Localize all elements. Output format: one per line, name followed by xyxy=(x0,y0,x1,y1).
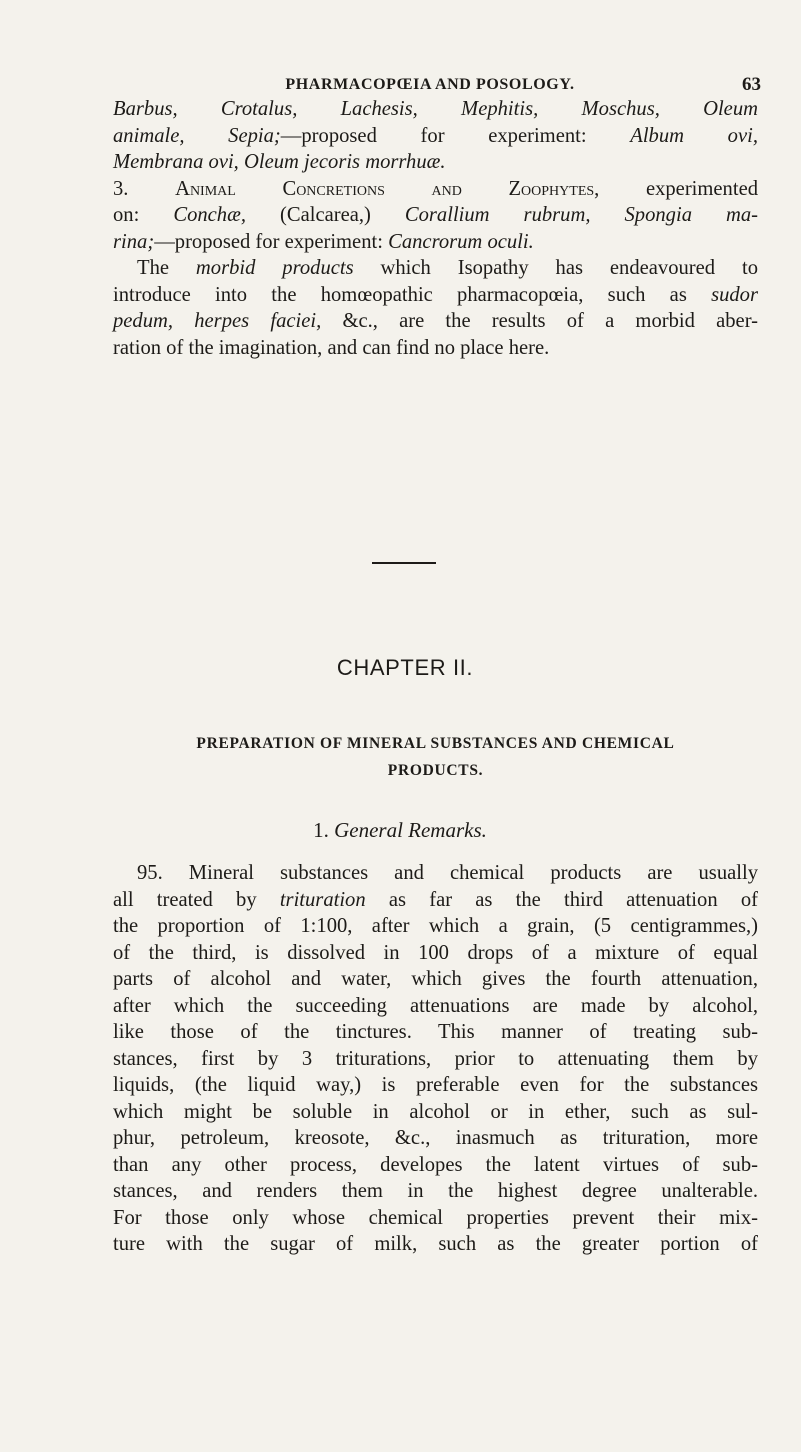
text-run: trituration xyxy=(279,888,366,911)
text-line xyxy=(113,1099,758,1126)
text-line xyxy=(113,1205,758,1232)
text-line xyxy=(113,1072,758,1099)
chapter-subtitle xyxy=(113,730,758,784)
text-run: ture with the sugar of milk, such as the greater portion of xyxy=(113,1233,758,1255)
text-run: Conchæ, xyxy=(173,204,246,226)
text-run: Membrana ovi, Oleum jecoris morrhuæ. xyxy=(113,151,446,173)
text-line xyxy=(113,940,758,967)
text-line xyxy=(113,123,758,150)
text-run: 95. Mineral substances and chemical products are usually xyxy=(137,862,758,884)
running-head: PHARMACOPŒIA AND POSOLOGY. xyxy=(285,76,575,93)
text-line xyxy=(113,335,758,362)
text-line xyxy=(113,1152,758,1179)
text-run: on: xyxy=(113,204,174,226)
text-line xyxy=(113,149,758,176)
text-run: animale, Sepia; xyxy=(113,124,281,147)
section-divider xyxy=(372,562,436,564)
text-run: morbid products xyxy=(195,257,354,279)
text-line xyxy=(113,913,758,940)
text-line xyxy=(113,860,758,887)
text-line xyxy=(113,308,758,335)
text-run: —proposed for experiment: xyxy=(280,124,631,147)
text-run: Cancrorum oculi. xyxy=(388,230,534,253)
text-run: which might be soluble in alcohol or in ether, such as sul- xyxy=(113,1100,758,1123)
text-line xyxy=(113,96,758,123)
text-run: introduce into the homœopathic pharmacopœia, such as xyxy=(113,283,712,306)
page-number: 63 xyxy=(742,74,761,95)
text-line xyxy=(113,1178,758,1205)
text-line xyxy=(113,966,758,993)
text-line xyxy=(113,887,758,914)
text-line xyxy=(113,1125,758,1152)
text-run: like those of the tinctures. This manner of treating sub- xyxy=(113,1021,758,1043)
text-run: as far as the third attenuation of xyxy=(365,888,758,911)
text-line xyxy=(113,229,758,256)
top-paragraphs xyxy=(113,96,758,361)
text-line xyxy=(113,255,758,282)
text-line xyxy=(113,1019,758,1046)
text-run: the proportion of 1:100, after which a grain, (5 centigrammes,) xyxy=(113,915,758,937)
text-line xyxy=(113,993,758,1020)
text-run: &c., are the results of a morbid aber- xyxy=(321,310,758,332)
section-number: 1. xyxy=(313,818,335,842)
text-run: For those only whose chemical properties prevent their mix- xyxy=(113,1206,758,1229)
text-run: all treated by xyxy=(113,888,280,911)
text-run: Corallium rubrum, Spongia ma- xyxy=(404,204,759,226)
text-run: ration of the imagination, and can find no place here. xyxy=(113,336,550,359)
text-run: stances, first by 3 triturations, prior to attenuating them by xyxy=(113,1047,758,1070)
text-run: (Calcarea,) xyxy=(245,204,405,226)
text-run: rina; xyxy=(113,230,155,253)
chapter-heading: CHAPTER II. xyxy=(336,655,474,680)
text-line xyxy=(113,282,758,309)
text-line xyxy=(113,1046,758,1073)
text-run: parts of alcohol and water, which gives the fourth attenuation, xyxy=(113,968,758,990)
text-run: of the third, is dissolved in 100 drops of a mixture of equal xyxy=(113,941,758,964)
text-line xyxy=(113,1231,758,1258)
text-run: experimented xyxy=(599,177,759,200)
text-run: stances, and renders them in the highest degree unalterable. xyxy=(113,1180,758,1202)
text-run: phur, petroleum, kreosote, &c., inasmuch as trituration, more xyxy=(113,1127,758,1149)
text-run: 3. xyxy=(113,177,176,200)
section-title: General Remarks. xyxy=(334,818,487,842)
text-run: —proposed for experiment: xyxy=(154,230,389,253)
text-run: which Isopathy has endeavoured to xyxy=(353,257,758,279)
text-run: after which the succeeding attenuations are made by alcohol, xyxy=(113,994,758,1017)
chapter-subtitle-line: PRODUCTS. xyxy=(387,762,484,779)
text-run: sudor xyxy=(711,283,758,306)
chapter-subtitle-line: PREPARATION OF MINERAL SUBSTANCES AND CHEMICAL xyxy=(196,735,675,752)
section-heading xyxy=(200,818,600,843)
text-run: than any other process, developes the latent virtues of sub- xyxy=(113,1153,758,1176)
text-line xyxy=(113,176,758,203)
text-run: The xyxy=(137,257,196,279)
text-run: pedum, herpes faciei, xyxy=(113,310,322,332)
text-run: liquids, (the liquid way,) is preferable even for the substances xyxy=(113,1074,758,1096)
text-run: Animal Concretions and Zoophytes, xyxy=(175,177,600,200)
text-run: Album ovi, xyxy=(630,124,758,147)
text-line xyxy=(113,202,758,229)
text-run: Barbus, Crotalus, Lachesis, Mephitis, Moschus, Oleum xyxy=(113,98,758,120)
body-paragraph xyxy=(113,860,758,1258)
